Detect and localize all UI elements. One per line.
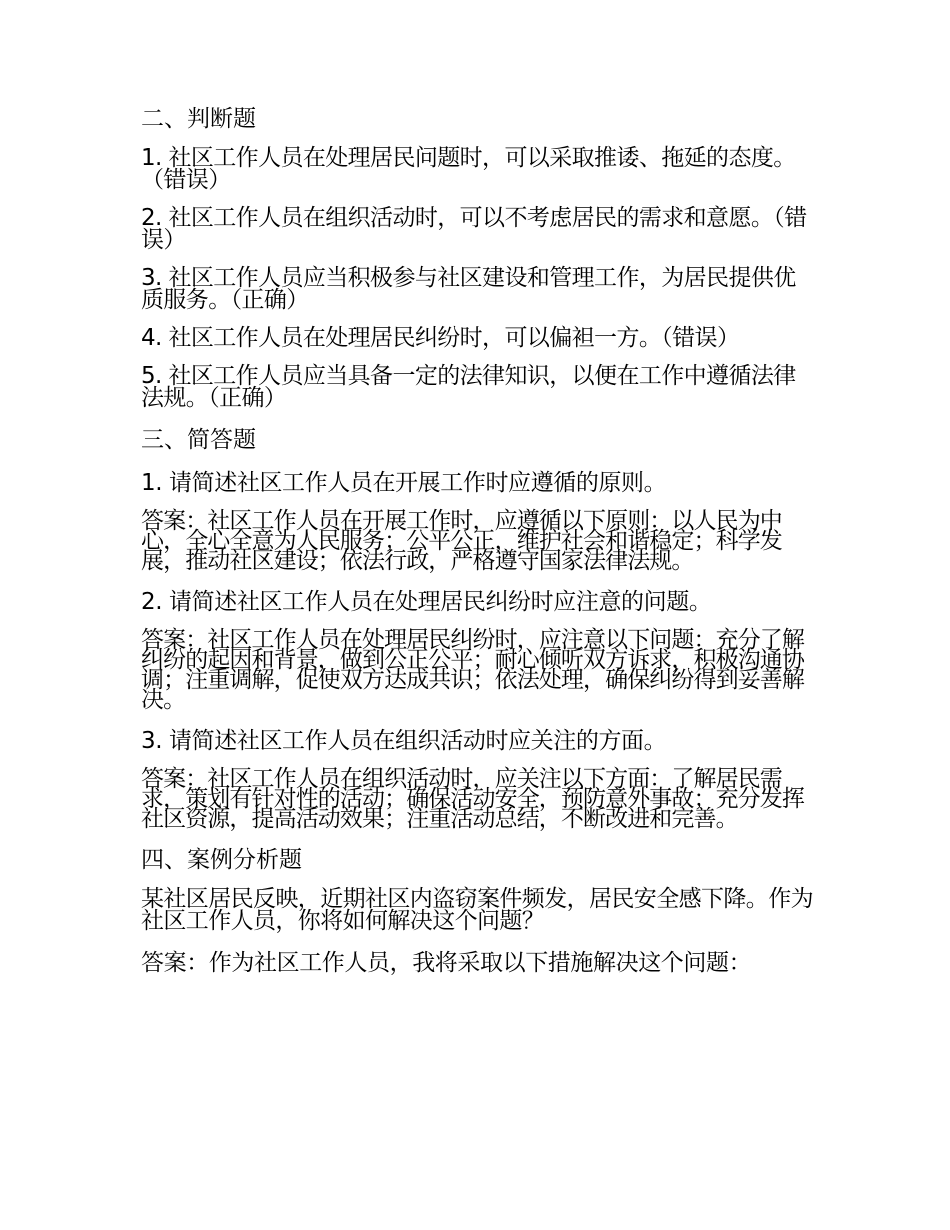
judgement-item-5: 5. 社区工作人员应当具备一定的法律知识，以便在工作中遵循法律法规。（正确） bbox=[141, 363, 796, 411]
short-answer-question-2: 2. 请简述社区工作人员在处理居民纠纷时应注意的问题。 bbox=[141, 589, 712, 615]
document-content bbox=[141, 104, 813, 994]
judgement-item-2: 2. 社区工作人员在组织活动时，可以不考虑居民的需求和意愿。（错误） bbox=[141, 205, 807, 253]
short-answer-question-1: 1. 请简述社区工作人员在开展工作时应遵循的原则。 bbox=[141, 470, 667, 496]
section-title-judgement: 二、判断题 bbox=[141, 106, 256, 132]
case-scenario: 某社区居民反映，近期社区内盗窃案件频发，居民安全感下降。作为社区工作人员，你将如何解决这个问题？ bbox=[141, 886, 814, 934]
case-answer-intro: 答案：作为社区工作人员，我将采取以下措施解决这个问题： bbox=[141, 950, 752, 976]
judgement-item-3: 3. 社区工作人员应当积极参与社区建设和管理工作，为居民提供优质服务。（正确） bbox=[141, 265, 796, 313]
section-title-short-answer: 三、简答题 bbox=[141, 427, 256, 453]
section-title-case-analysis: 四、案例分析题 bbox=[141, 847, 302, 873]
judgement-item-4: 4. 社区工作人员在处理居民纠纷时，可以偏袒一方。（错误） bbox=[141, 325, 740, 351]
short-answer-answer-1: 答案：社区工作人员在开展工作时，应遵循以下原则：以人民为中心，全心全意为人民服务；公平公正，维护社会和谐稳定；科学发展，推动社区建设；依法行政，严格遵守国家法律法规。 bbox=[141, 508, 782, 574]
short-answer-question-3: 3. 请简述社区工作人员在组织活动时应关注的方面。 bbox=[141, 728, 667, 754]
short-answer-answer-2: 答案：社区工作人员在处理居民纠纷时，应注意以下问题：充分了解纠纷的起因和背景，做到公正公平；耐心倾听双方诉求，积极沟通协调；注重调解，促使双方达成共识；依法处理，确保纠纷得到妥善解决。 bbox=[141, 627, 805, 713]
judgement-item-1: 1. 社区工作人员在处理居民问题时，可以采取推诿、拖延的态度。（错误） bbox=[141, 145, 796, 193]
short-answer-answer-3: 答案：社区工作人员在组织活动时，应关注以下方面：了解居民需求，策划有针对性的活动；确保活动安全，预防意外事故；充分发挥社区资源，提高活动效果；注重活动总结，不断改进和完善。 bbox=[141, 766, 805, 832]
